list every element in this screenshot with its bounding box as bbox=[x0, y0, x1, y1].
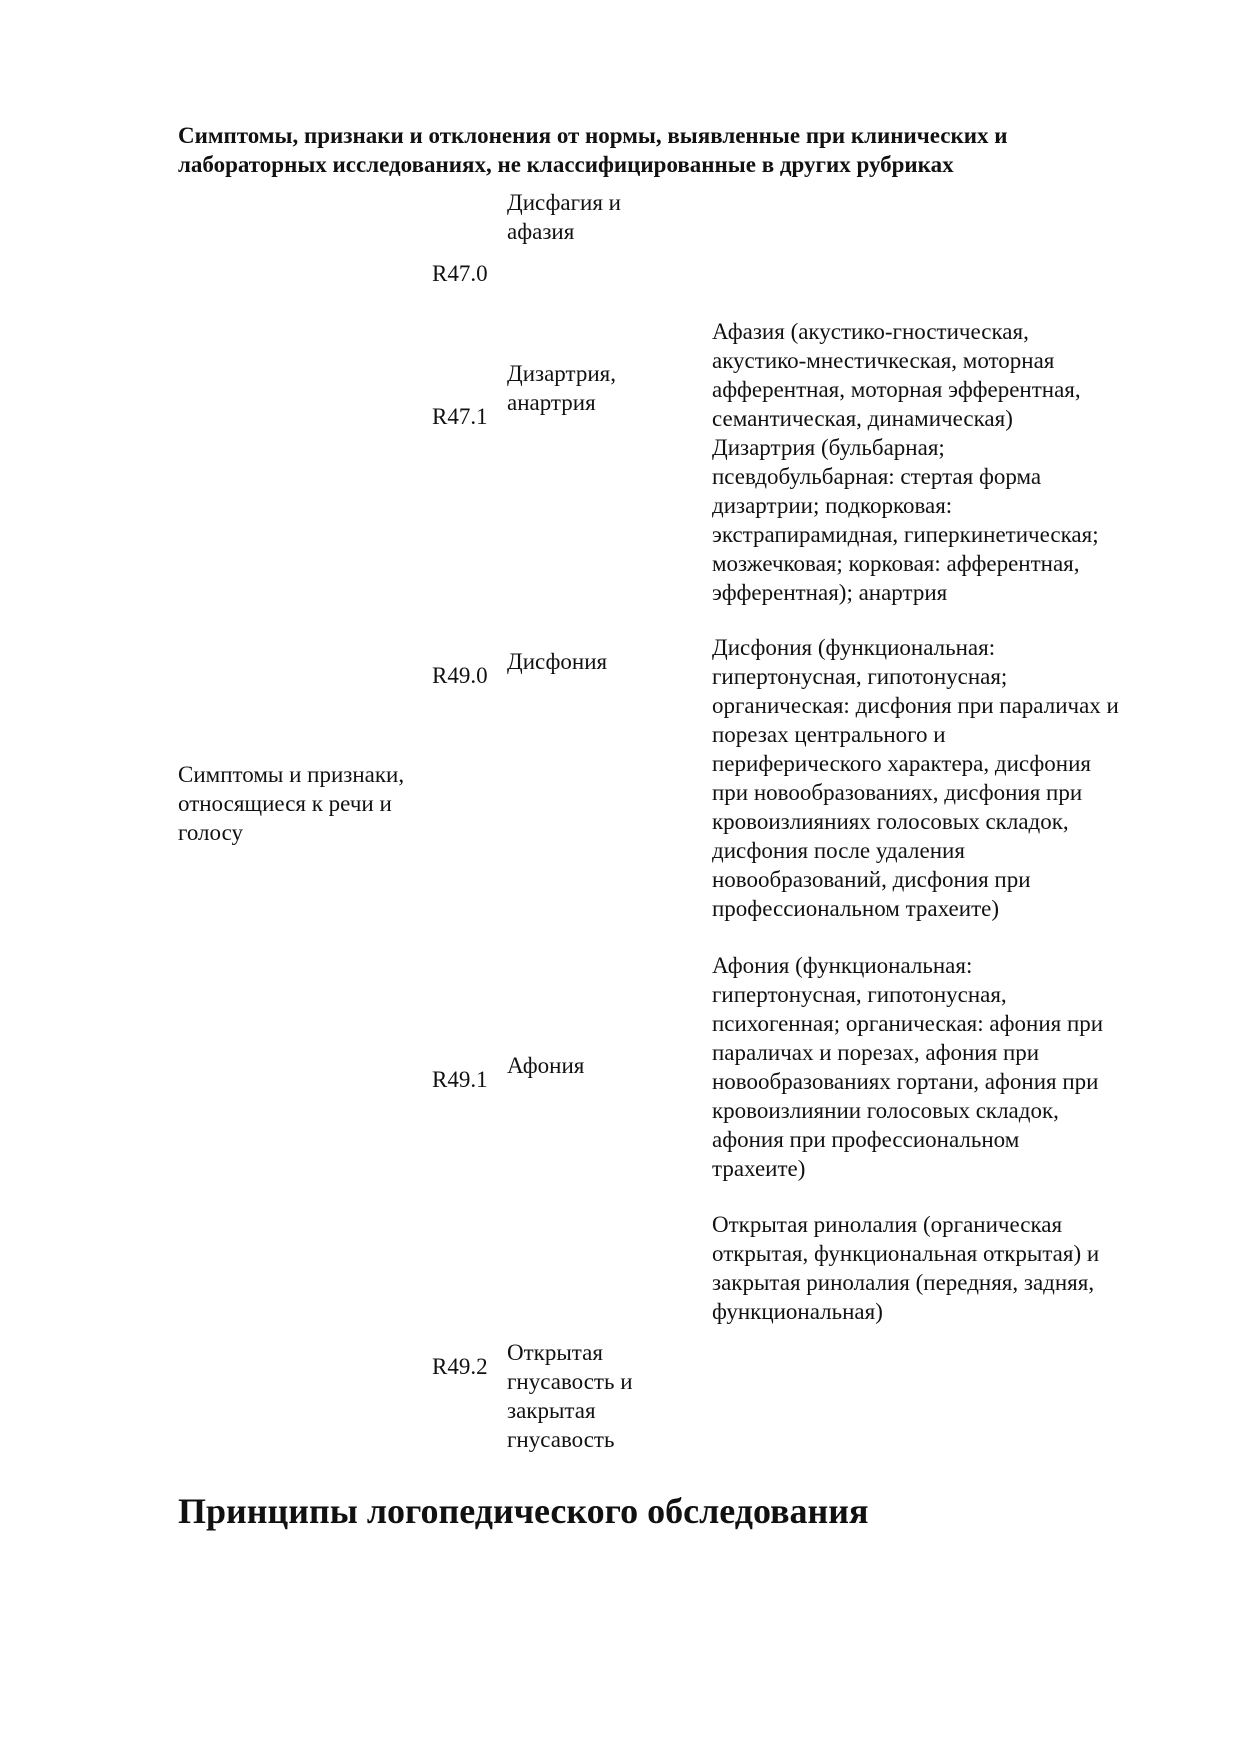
description-line: параличах и порезах, афония при bbox=[712, 1040, 1040, 1065]
row-description-r49-0 bbox=[712, 633, 1119, 923]
row-name-line: закрытая bbox=[507, 1398, 596, 1423]
description-line: психогенная; органическая: афония при bbox=[712, 1011, 1104, 1036]
row-description-r49-1 bbox=[712, 951, 1103, 1183]
description-line: периферического характера, дисфония bbox=[712, 751, 1091, 776]
row-name-r47-0 bbox=[507, 188, 621, 246]
row-name-r49-1 bbox=[507, 1051, 584, 1080]
description-line: порезах центрального и bbox=[712, 722, 946, 747]
description-line: органическая: дисфония при параличах и bbox=[712, 693, 1119, 718]
description-line: кровоизлиянии голосовых складок, bbox=[712, 1098, 1059, 1123]
row-code-r49-1: R49.1 bbox=[432, 1067, 488, 1092]
row-name-r49-0 bbox=[507, 647, 607, 676]
description-line: экстрапирамидная, гиперкинетическая; bbox=[712, 522, 1099, 547]
description-line: мозжечковая; корковая: афферентная, bbox=[712, 551, 1080, 576]
description-line: псевдобульбарная: стертая форма bbox=[712, 464, 1042, 489]
row-code-r47-0: R47.0 bbox=[432, 261, 488, 286]
description-line: акустико-мнестичкеская, моторная bbox=[712, 348, 1055, 373]
description-line: функциональная) bbox=[712, 1299, 883, 1324]
description-line: гипертонусная, гипотонусная, bbox=[712, 982, 1007, 1007]
row-name-line: гнусавость bbox=[507, 1427, 615, 1452]
principles-heading: Принципы логопедического обследования bbox=[178, 1491, 869, 1531]
description-line: при новообразованиях, дисфония при bbox=[712, 780, 1083, 805]
row-name-line: афазия bbox=[507, 219, 575, 244]
description-line: Афония (функциональная: bbox=[712, 953, 973, 978]
description-line: гипертонусная, гипотонусная; bbox=[712, 664, 1008, 689]
description-line: эфферентная); анартрия bbox=[712, 580, 948, 605]
description-line: трахеите) bbox=[712, 1156, 806, 1181]
row-name-r49-2 bbox=[507, 1338, 633, 1454]
row-name-line: Дисфония bbox=[507, 649, 608, 674]
description-line: семантическая, динамическая) bbox=[712, 406, 1013, 431]
description-line: Афазия (акустико-гностическая, bbox=[712, 319, 1029, 344]
group-label bbox=[178, 760, 404, 847]
row-name-line: гнусавость и bbox=[507, 1369, 633, 1394]
description-line: кровоизлияниях голосовых складок, bbox=[712, 809, 1069, 834]
row-name-line: анартрия bbox=[507, 390, 596, 415]
description-line: Дисфония (функциональная: bbox=[712, 635, 996, 660]
row-code-r47-1: R47.1 bbox=[432, 404, 488, 429]
row-name-line: Дисфагия и bbox=[507, 190, 621, 215]
description-line: новообразований, дисфония при bbox=[712, 867, 1031, 892]
description-line: Открытая ринолалия (органическая bbox=[712, 1212, 1063, 1237]
group-label-line: Симптомы и признаки, bbox=[178, 762, 405, 787]
description-line: Дизартрия (бульбарная; bbox=[712, 435, 945, 460]
row-code-r49-0: R49.0 bbox=[432, 663, 488, 688]
section-title-line: Симптомы, признаки и отклонения от нормы, выявленные при клинических и bbox=[178, 123, 1008, 148]
section-title-line: лабораторных исследованиях, не классифицированные в других рубриках bbox=[178, 152, 954, 177]
row-description-r47-1 bbox=[712, 317, 1099, 607]
description-line: новообразованиях гортани, афония при bbox=[712, 1069, 1099, 1094]
group-label-line: голосу bbox=[178, 820, 244, 845]
description-line: открытая, функциональная открытая) и bbox=[712, 1241, 1100, 1266]
section-title bbox=[178, 121, 1007, 179]
group-label-line: относящиеся к речи и bbox=[178, 791, 392, 816]
description-line: афония при профессиональном bbox=[712, 1127, 1020, 1152]
description-line: закрытая ринолалия (передняя, задняя, bbox=[712, 1270, 1095, 1295]
row-name-line: Дизартрия, bbox=[507, 361, 616, 386]
description-line: дизартрии; подкорковая: bbox=[712, 493, 953, 518]
row-name-r47-1 bbox=[507, 359, 616, 417]
description-line: афферентная, моторная эфферентная, bbox=[712, 377, 1081, 402]
description-line: профессиональном трахеите) bbox=[712, 896, 999, 921]
row-code-r49-2: R49.2 bbox=[432, 1354, 488, 1379]
description-line: дисфония после удаления bbox=[712, 838, 965, 863]
row-name-line: Открытая bbox=[507, 1340, 603, 1365]
row-name-line: Афония bbox=[507, 1053, 585, 1078]
row-description-r49-2 bbox=[712, 1210, 1099, 1326]
